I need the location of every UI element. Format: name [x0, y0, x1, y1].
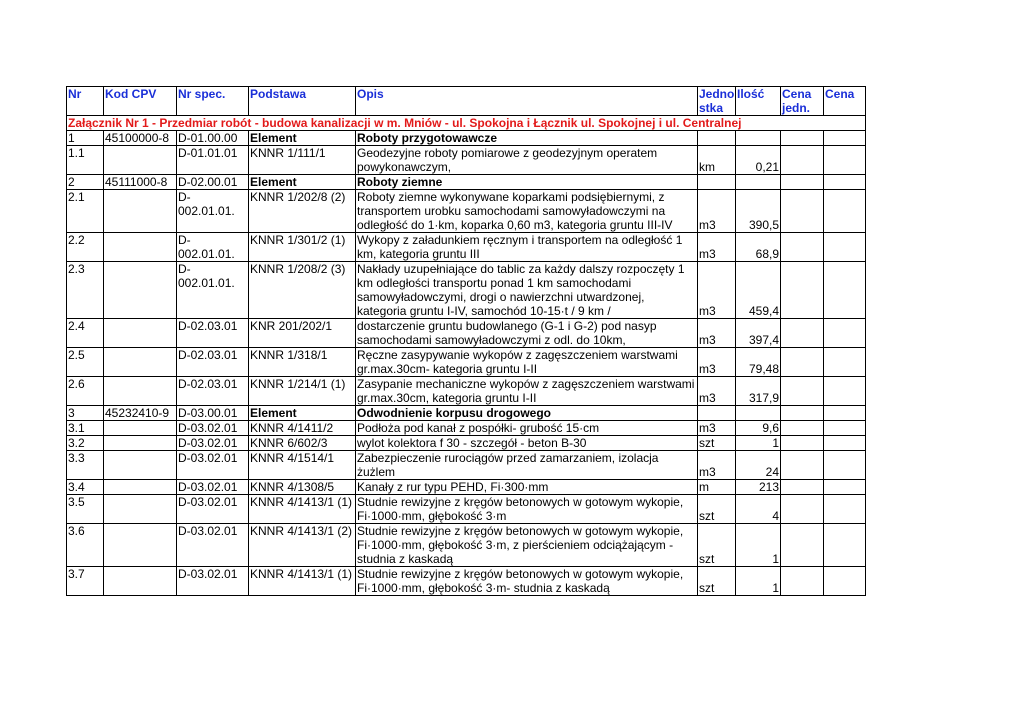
cell-opis: Wykopy z załadunkiem ręcznym i transportem na odległość 1 km, kategoria gruntu III	[356, 233, 698, 262]
cell-spec: D-03.02.01	[177, 524, 249, 567]
cell-cpv: 45111000-8	[104, 175, 177, 190]
table-row	[67, 436, 866, 451]
cell-podstawa: Element	[249, 406, 356, 421]
cell-unit	[698, 131, 736, 146]
cell-cena-jedn	[781, 233, 824, 262]
cell-cena-jedn	[781, 190, 824, 233]
cell-podstawa: KNNR 4/1413/1 (1)	[249, 567, 356, 596]
cell-nr: 3	[67, 406, 104, 421]
cell-qty: 24	[736, 451, 781, 480]
cell-cpv	[104, 524, 177, 567]
cell-cena-jedn	[781, 406, 824, 421]
cell-spec: D-002.01.01.	[177, 262, 249, 319]
cell-opis: Odwodnienie korpusu drogowego	[356, 406, 698, 421]
cell-cena	[824, 480, 866, 495]
cell-spec: D-03.02.01	[177, 495, 249, 524]
cell-cena-jedn	[781, 480, 824, 495]
cell-cena	[824, 175, 866, 190]
cell-qty: 213	[736, 480, 781, 495]
cell-spec: D-02.03.01	[177, 348, 249, 377]
cell-cena	[824, 421, 866, 436]
cell-cena-jedn	[781, 175, 824, 190]
cell-unit: m3	[698, 319, 736, 348]
cell-opis: dostarczenie gruntu budowlanego (G-1 i G-2) pod nasyp samochodami samowyładowczymi z odl. do 10km,	[356, 319, 698, 348]
cell-qty: 79,48	[736, 348, 781, 377]
cell-cpv	[104, 567, 177, 596]
cell-nr: 1.1	[67, 146, 104, 175]
cell-unit: szt	[698, 436, 736, 451]
cell-spec: D-01.00.00	[177, 131, 249, 146]
cell-cena-jedn	[781, 421, 824, 436]
cell-unit: m3	[698, 377, 736, 406]
cell-cena-jedn	[781, 524, 824, 567]
cell-cena	[824, 495, 866, 524]
cell-cpv	[104, 436, 177, 451]
group-row	[67, 406, 866, 421]
cell-spec: D-03.00.01	[177, 406, 249, 421]
title-row	[67, 116, 866, 131]
cell-nr: 2.5	[67, 348, 104, 377]
cell-qty: 397,4	[736, 319, 781, 348]
cell-cpv	[104, 480, 177, 495]
header-opis: Opis	[356, 87, 698, 116]
cell-spec: D-02.03.01	[177, 319, 249, 348]
header-podstawa: Podstawa	[249, 87, 356, 116]
cell-unit: m3	[698, 262, 736, 319]
cell-nr: 2.6	[67, 377, 104, 406]
cell-unit: m3	[698, 190, 736, 233]
cell-nr: 3.6	[67, 524, 104, 567]
header-cena-jedn: Cena jedn.	[781, 87, 824, 116]
cell-nr: 1	[67, 131, 104, 146]
table-row	[67, 451, 866, 480]
cell-cena	[824, 377, 866, 406]
cell-nr: 3.1	[67, 421, 104, 436]
cell-nr: 3.7	[67, 567, 104, 596]
cell-spec: D-03.02.01	[177, 480, 249, 495]
cell-unit: m3	[698, 348, 736, 377]
cell-podstawa: KNNR 1/214/1 (1)	[249, 377, 356, 406]
cell-unit: m3	[698, 233, 736, 262]
cell-cpv	[104, 233, 177, 262]
table-row	[67, 377, 866, 406]
document-title: Załącznik Nr 1 - Przedmiar robót - budowa kanalizacji w m. Mniów - ul. Spokojna i Łącznik ul. Spokojnej i ul. Centralnej	[67, 116, 866, 131]
cell-opis: Nakłady uzupełniające do tablic za każdy dalszy rozpoczęty 1 km odległości transportu ponad 1 km samochodami samowyładowczymi, drogi o nawierzchni utwardzonej, kategoria gruntu I-IV, samochód 10-15·t / 9 km /	[356, 262, 698, 319]
cell-cpv	[104, 262, 177, 319]
cell-spec: D-02.00.01	[177, 175, 249, 190]
header-cena: Cena	[824, 87, 866, 116]
table-row	[67, 262, 866, 319]
cell-unit: m3	[698, 451, 736, 480]
cell-nr: 3.5	[67, 495, 104, 524]
cell-qty: 459,4	[736, 262, 781, 319]
cell-nr: 3.4	[67, 480, 104, 495]
cell-qty: 317,9	[736, 377, 781, 406]
header-nr: Nr	[67, 87, 104, 116]
cell-opis: Kanały z rur typu PEHD, Fi·300·mm	[356, 480, 698, 495]
cell-opis: wylot kolektora f 30 - szczegół - beton B-30	[356, 436, 698, 451]
cell-podstawa: KNNR 4/1411/2	[249, 421, 356, 436]
table-row	[67, 348, 866, 377]
cell-cena	[824, 233, 866, 262]
cell-cena	[824, 406, 866, 421]
cell-opis: Zasypanie mechaniczne wykopów z zagęszczeniem warstwami gr.max.30cm, kategoria gruntu I-II	[356, 377, 698, 406]
group-row	[67, 175, 866, 190]
cell-unit	[698, 406, 736, 421]
cell-opis: Ręczne zasypywanie wykopów z zagęszczeniem warstwami gr.max.30cm- kategoria gruntu I-II	[356, 348, 698, 377]
cell-opis: Studnie rewizyjne z kręgów betonowych w gotowym wykopie, Fi·1000·mm, głębokość 3·m	[356, 495, 698, 524]
cell-spec: D-03.02.01	[177, 567, 249, 596]
table-row	[67, 524, 866, 567]
cell-unit: km	[698, 146, 736, 175]
cell-opis: Zabezpieczenie rurociągów przed zamarzaniem, izolacja żużlem	[356, 451, 698, 480]
cell-unit: szt	[698, 524, 736, 567]
cell-podstawa: KNNR 4/1308/5	[249, 480, 356, 495]
cell-spec: D-02.03.01	[177, 377, 249, 406]
cell-opis: Studnie rewizyjne z kręgów betonowych w gotowym wykopie, Fi·1000·mm, głębokość 3·m, z pierścieniem odciążającym - studnia z kaskadą	[356, 524, 698, 567]
cell-podstawa: KNNR 4/1413/1 (1)	[249, 495, 356, 524]
cell-opis: Podłoża pod kanał z pospółki- grubość 15·cm	[356, 421, 698, 436]
cell-unit	[698, 175, 736, 190]
cell-opis: Roboty ziemne wykonywane koparkami podsiębiernymi, z transportem urobku samochodami samowyładowczymi na odległość do 1·km, koparka 0,60 m3, kategoria gruntu III-IV	[356, 190, 698, 233]
cell-cena	[824, 262, 866, 319]
cell-qty	[736, 406, 781, 421]
cell-opis: Roboty przygotowawcze	[356, 131, 698, 146]
table-row	[67, 480, 866, 495]
cell-cpv	[104, 377, 177, 406]
cell-qty: 1	[736, 567, 781, 596]
cell-spec: D-03.02.01	[177, 421, 249, 436]
cell-cena-jedn	[781, 348, 824, 377]
cell-cpv	[104, 190, 177, 233]
cell-qty: 0,21	[736, 146, 781, 175]
cell-cena-jedn	[781, 451, 824, 480]
cell-nr: 2.2	[67, 233, 104, 262]
cell-cpv	[104, 348, 177, 377]
cell-opis: Geodezyjne roboty pomiarowe z geodezyjnym operatem powykonawczym,	[356, 146, 698, 175]
cell-spec: D-002.01.01.	[177, 233, 249, 262]
cell-unit: szt	[698, 567, 736, 596]
cell-qty: 9,6	[736, 421, 781, 436]
cell-podstawa: KNNR 1/202/8 (2)	[249, 190, 356, 233]
cell-unit: m	[698, 480, 736, 495]
cell-cena	[824, 131, 866, 146]
cell-opis: Studnie rewizyjne z kręgów betonowych w gotowym wykopie, Fi·1000·mm, głębokość 3·m- studnia z kaskadą	[356, 567, 698, 596]
cell-cpv: 45232410-9	[104, 406, 177, 421]
cell-cena	[824, 524, 866, 567]
cell-podstawa: KNR 201/202/1	[249, 319, 356, 348]
cell-unit: m3	[698, 421, 736, 436]
cell-podstawa: KNNR 4/1413/1 (2)	[249, 524, 356, 567]
cell-cpv	[104, 495, 177, 524]
cell-cena-jedn	[781, 377, 824, 406]
header-jednostka: Jedno stka	[699, 87, 735, 115]
cell-cpv	[104, 451, 177, 480]
cell-nr: 3.2	[67, 436, 104, 451]
cell-podstawa: KNNR 1/301/2 (1)	[249, 233, 356, 262]
cell-cena	[824, 436, 866, 451]
header-ilosc: Ilość	[736, 87, 781, 116]
cell-podstawa: KNNR 6/602/3	[249, 436, 356, 451]
cell-cena-jedn	[781, 495, 824, 524]
cell-podstawa: Element	[249, 175, 356, 190]
cell-cena	[824, 567, 866, 596]
cost-estimate-table	[66, 86, 866, 596]
table-row	[67, 495, 866, 524]
cell-cpv: 45100000-8	[104, 131, 177, 146]
cell-spec: D-01.01.01	[177, 146, 249, 175]
cell-nr: 2	[67, 175, 104, 190]
cell-spec: D-002.01.01.	[177, 190, 249, 233]
cell-podstawa: KNNR 1/111/1	[249, 146, 356, 175]
cell-qty	[736, 175, 781, 190]
cell-cena-jedn	[781, 319, 824, 348]
cell-cena-jedn	[781, 567, 824, 596]
table-row	[67, 421, 866, 436]
cell-nr: 2.4	[67, 319, 104, 348]
cell-qty: 1	[736, 436, 781, 451]
cell-podstawa: Element	[249, 131, 356, 146]
cell-cena	[824, 348, 866, 377]
cell-cena-jedn	[781, 146, 824, 175]
cell-cena-jedn	[781, 262, 824, 319]
cell-spec: D-03.02.01	[177, 451, 249, 480]
cell-cena	[824, 190, 866, 233]
cell-nr: 2.1	[67, 190, 104, 233]
header-spec: Nr spec.	[177, 87, 249, 116]
cell-qty: 68,9	[736, 233, 781, 262]
cell-opis: Roboty ziemne	[356, 175, 698, 190]
cell-qty: 390,5	[736, 190, 781, 233]
cell-nr: 2.3	[67, 262, 104, 319]
cell-unit: szt	[698, 495, 736, 524]
cell-cena	[824, 319, 866, 348]
cell-cena-jedn	[781, 436, 824, 451]
table-row	[67, 146, 866, 175]
group-row	[67, 131, 866, 146]
header-cpv: Kod CPV	[104, 87, 177, 116]
cell-nr: 3.3	[67, 451, 104, 480]
cell-podstawa: KNNR 1/208/2 (3)	[249, 262, 356, 319]
cell-cena-jedn	[781, 131, 824, 146]
table-row	[67, 190, 866, 233]
cell-cpv	[104, 421, 177, 436]
cell-podstawa: KNNR 1/318/1	[249, 348, 356, 377]
cell-qty: 1	[736, 524, 781, 567]
cell-cena	[824, 146, 866, 175]
table-row	[67, 319, 866, 348]
cell-cena	[824, 451, 866, 480]
table-row	[67, 567, 866, 596]
cell-spec: D-03.02.01	[177, 436, 249, 451]
cell-cpv	[104, 146, 177, 175]
header-row	[67, 87, 866, 116]
cell-podstawa: KNNR 4/1514/1	[249, 451, 356, 480]
cell-cpv	[104, 319, 177, 348]
cell-qty: 4	[736, 495, 781, 524]
cell-qty	[736, 131, 781, 146]
table-row	[67, 233, 866, 262]
